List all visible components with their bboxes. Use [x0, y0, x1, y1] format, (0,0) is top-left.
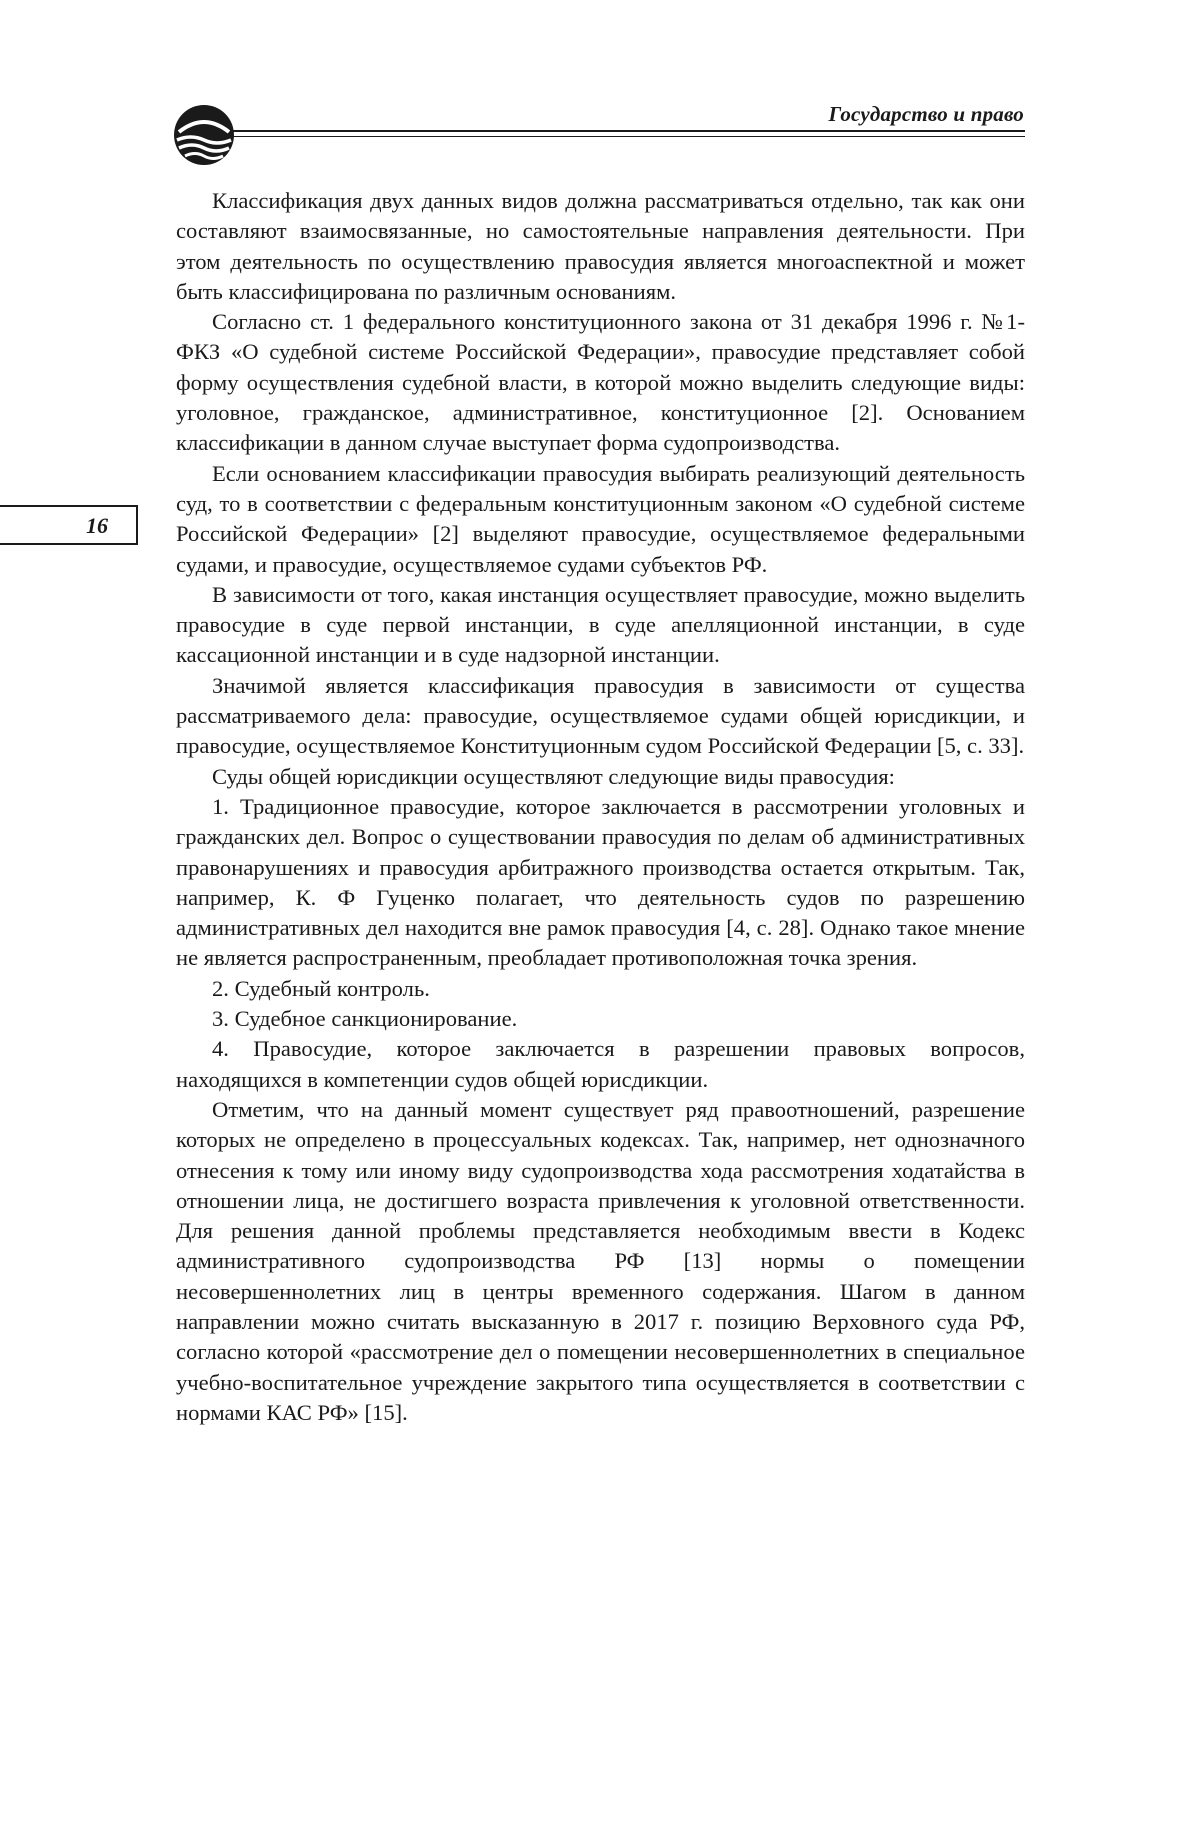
running-header-title: Государство и право	[828, 102, 1024, 126]
paragraph: Суды общей юрисдикции осуществляют следующие виды правосудия:	[212, 763, 895, 789]
header-rule-thin	[230, 136, 1025, 137]
paragraph: Если основанием классификации правосудия выбирать реализующий деятельность суд, то в соответствии с федеральным конституционным законом «О судебной системе Российской Федерации» [2] выделяют правосудие, осуществляемое федеральными судами, и правосудие, осуществляемое судами субъектов РФ.	[176, 460, 1025, 577]
list-item: 1. Традиционное правосудие, которое заключается в рассмотрении уголовных и гражданских дел. Вопрос о существовании правосудия по делам об административных правонарушениях и правосудия арбитражного производства остается открытым. Так, например, К. Ф Гуценко полагает, что деятельность судов по разрешению административных дел находится вне рамок правосудия [4, с. 28]. Однако такое мнение не является распространенным, преобладает противоположная точка зрения.	[176, 793, 1025, 971]
publisher-emblem-icon	[171, 102, 237, 168]
header-rule	[230, 130, 1025, 132]
page-number: 16	[86, 513, 108, 538]
list-item: 4. Правосудие, которое заключается в разрешении правовых вопросов, находящихся в компетенции судов общей юрисдикции.	[176, 1036, 1025, 1092]
list-item: 3. Судебное санкционирование.	[212, 1006, 518, 1032]
list-item: 2. Судебный контроль.	[212, 975, 430, 1001]
paragraph: Отметим, что на данный момент существует ряд правоотношений, разрешение которых не определено в процессуальных кодексах. Так, например, нет однозначного отнесения к тому или иному виду судопроизводства хода рассмотрения ходатайства в отношении лица, не достигшего возраста привлечения к уголовной ответственности. Для решения данной проблемы представляется необходимым ввести в Кодекс административного судопроизводства РФ [13] нормы о помещении несовершеннолетних лиц в центры временного содержания. Шагом в данном направлении можно считать высказанную в 2017 г. позицию Верховного суда РФ, согласно которой «рассмотрение дел о помещении несовершеннолетних в специальное учебно-воспитательное учреждение закрытого типа осуществляется в соответствии с нормами КАС РФ» [15].	[176, 1096, 1025, 1425]
paragraph: Значимой является классификация правосудия в зависимости от существа рассматриваемого дела: правосудие, осуществляемое судами общей юрисдикции, и правосудие, осуществляемое Конституционным судом Российской Федерации [5, с. 33].	[176, 672, 1025, 759]
paragraph: В зависимости от того, какая инстанция осуществляет правосудие, можно выделить правосудие в суде первой инстанции, в суде апелляционной инстанции, в суде кассационной инстанции и в суде надзорной инстанции.	[176, 581, 1025, 668]
paragraph: Классификация двух данных видов должна рассматриваться отдельно, так как они составляют взаимосвязанные, но самостоятельные направления деятельности. При этом деятельность по осуществлению правосудия является многоаспектной и может быть классифицирована по различным основаниям.	[176, 188, 1025, 304]
paragraph: Согласно ст. 1 федерального конституционного закона от 31 декабря 1996 г. №1-ФКЗ «О судебной системе Российской Федерации», правосудие представляет собой форму осуществления судебной власти, в которой можно выделить следующие виды: уголовное, гражданское, административное, конституционное [2]. Основанием классификации в данном случае выступает форма судопроизводства.	[176, 309, 1025, 456]
page-number-box	[0, 505, 138, 545]
body-text	[176, 186, 1025, 1428]
